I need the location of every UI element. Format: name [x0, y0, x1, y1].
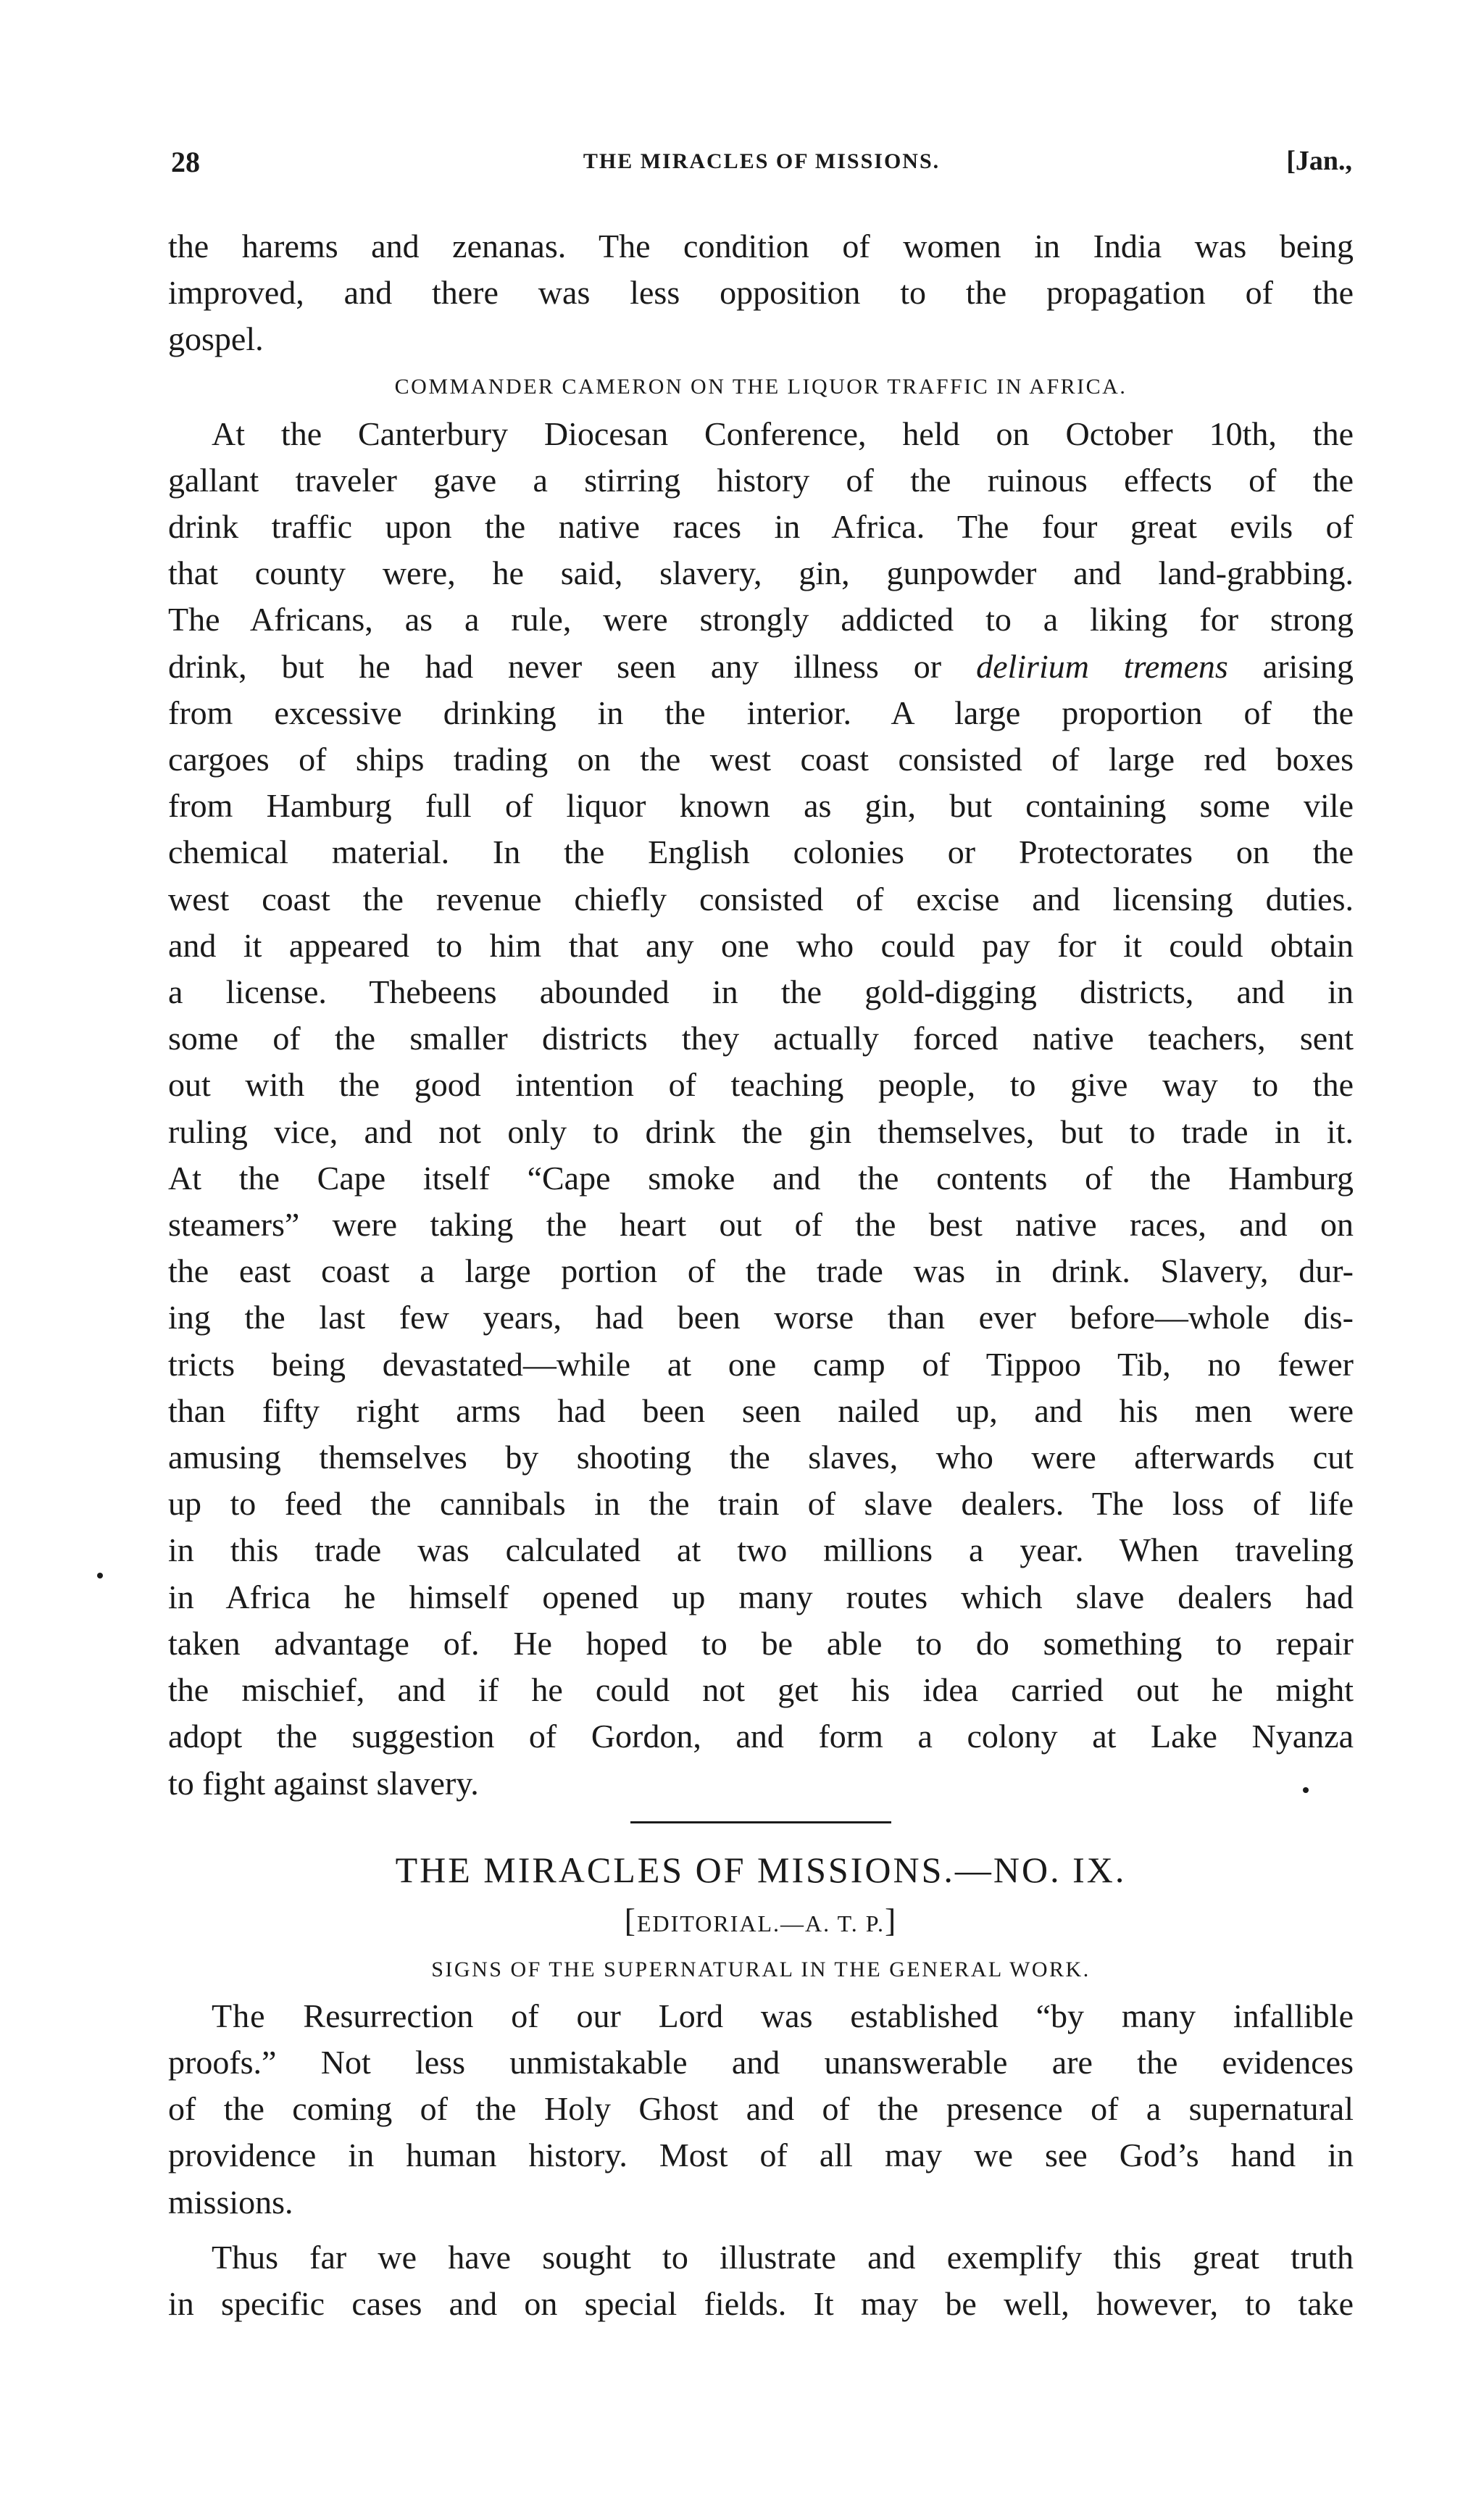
text-line	[168, 1993, 1354, 2039]
section-divider	[630, 1821, 891, 1823]
text-line: providence in human history. Most of all may we see God’s hand in	[168, 2137, 1354, 2174]
italic-phrase: delirium tremens	[976, 647, 1228, 685]
text-fragment: arising	[1227, 647, 1354, 685]
running-title: THE MIRACLES OF MISSIONS.	[583, 149, 941, 173]
text-line: gospel.	[168, 320, 264, 358]
text-line: adopt the suggestion of Gordon, and form a colony at Lake Nyanza	[168, 1718, 1354, 1755]
text-line: cargoes of ships trading on the west coast consisted of large red boxes	[168, 741, 1354, 778]
running-date: [Jan.,	[1286, 146, 1352, 176]
paragraph-gap	[168, 2226, 1354, 2234]
text-line: in Africa he himself opened up many routes which slave dealers had	[168, 1578, 1354, 1615]
text-line: steamers” were taking the heart out of the best native races, and on	[168, 1206, 1354, 1244]
text-line: improved, and there was less opposition to the propagation of the	[168, 274, 1354, 312]
text-line: the harems and zenanas. The condition of women in India was being	[168, 228, 1354, 265]
text-line: amusing themselves by shooting the slaves, who were afterwards cut	[168, 1439, 1354, 1476]
text-line: up to feed the cannibals in the train of slave dealers. The loss of life	[168, 1485, 1354, 1523]
text-line: drink traffic upon the native races in Africa. The four great evils of	[168, 508, 1354, 546]
page-number: 28	[171, 146, 200, 178]
text-line: out with the good intention of teaching people, to give way to the	[168, 1066, 1354, 1104]
text-line: from Hamburg full of liquor known as gin, but containing some vile	[168, 787, 1354, 825]
text-line: west coast the revenue chiefly consisted of excise and licensing duties.	[168, 880, 1354, 918]
text-line: to fight against slavery.	[168, 1764, 479, 1802]
lead-word: The	[212, 1997, 266, 2034]
bracket-close: ]	[885, 1901, 898, 1939]
text-line: than fifty right arms had been seen nailed up, and his men were	[168, 1391, 1354, 1429]
text-line: ing the last few years, had been worse than ever before—whole dis-	[168, 1299, 1354, 1336]
body-text	[168, 223, 1354, 2327]
text-line: Thus far we have sought to illustrate and exemplify this great truth	[212, 2238, 1354, 2276]
running-header	[171, 145, 1352, 188]
byline-text: EDITORIAL.—A. T. P.	[637, 1910, 885, 1937]
margin-speck	[97, 1573, 103, 1578]
section-subheading: COMMANDER CAMERON ON THE LIQUOR TRAFFIC IN AFRICA.	[394, 374, 1127, 399]
text-line: At the Cape itself “Cape smoke and the contents of the Hamburg	[168, 1159, 1354, 1197]
text-fragment: drink, but he had never seen any illness or	[168, 647, 977, 685]
text-line: gallant traveler gave a stirring history of the ruinous effects of the	[168, 461, 1354, 499]
text-line: the mischief, and if he could not get his idea carried out he might	[168, 1671, 1354, 1709]
text-line: taken advantage of. He hoped to be able to do something to repair	[168, 1624, 1354, 1662]
text-line: proofs.” Not less unmistakable and unanswerable are the evidences	[168, 2043, 1354, 2081]
text-line: The Africans, as a rule, were strongly addicted to a liking for strong	[168, 601, 1354, 638]
text-line-italic-phrase	[168, 644, 1354, 690]
text-line: and it appeared to him that any one who could pay for it could obtain	[168, 926, 1354, 964]
text-line: in this trade was calculated at two millions a year. When traveling	[168, 1531, 1354, 1569]
article-subheading: SIGNS OF THE SUPERNATURAL IN THE GENERAL WORK.	[431, 1957, 1091, 1981]
text-line: the east coast a large portion of the trade was in drink. Slavery, dur-	[168, 1252, 1354, 1290]
text-line: missions.	[168, 2183, 293, 2221]
text-line: from excessive drinking in the interior. A large proportion of the	[168, 694, 1354, 731]
text-line: tricts being devastated—while at one camp of Tippoo Tib, no fewer	[168, 1345, 1354, 1383]
article-byline	[168, 1897, 1354, 1947]
text-line: ruling vice, and not only to drink the gin themselves, but to trade in it.	[168, 1112, 1354, 1150]
text-line: some of the smaller districts they actually forced native teachers, sent	[168, 1020, 1354, 1057]
text-line: that county were, he said, slavery, gin, gunpowder and land-grabbing.	[168, 554, 1354, 592]
text-line: chemical material. In the English colonies or Protectorates on the	[168, 833, 1354, 871]
article-title: THE MIRACLES OF MISSIONS.—NO. IX.	[395, 1849, 1127, 1890]
text-line: in specific cases and on special fields. It may be well, however, to take	[168, 2284, 1354, 2322]
text-line: At the Canterbury Diocesan Conference, held on October 10th, the	[212, 415, 1354, 452]
text-line: a license. Thebeens abounded in the gold-digging districts, and in	[168, 973, 1354, 1011]
margin-speck	[1303, 1787, 1309, 1793]
text-fragment: Resurrection of our Lord was established “by many infallible	[265, 1997, 1354, 2034]
bracket-open: [	[624, 1901, 637, 1939]
text-line: of the coming of the Holy Ghost and of the presence of a supernatural	[168, 2090, 1354, 2128]
